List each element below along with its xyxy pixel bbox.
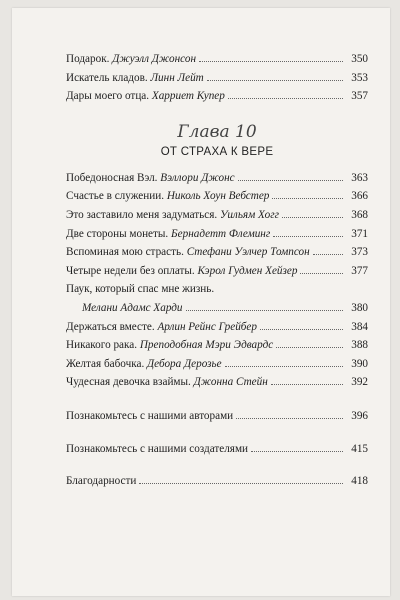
entry-author: Харриет Купер xyxy=(151,90,225,103)
entry-title: Желтая бабочка. xyxy=(66,357,145,370)
dot-leader xyxy=(271,383,343,385)
entry-author: Мелани Адамс Харди xyxy=(82,301,183,314)
dot-leader xyxy=(199,60,343,62)
entry-title: Вспоминая мою страсть. xyxy=(66,246,184,259)
entry-author: Джонна Стейн xyxy=(193,376,268,389)
entry-author: Уильям Хогг xyxy=(219,208,279,221)
chapter-title: ОТ СТРАХА К ВЕРЕ xyxy=(160,145,274,158)
dot-leader xyxy=(260,328,343,330)
entry-title: Держаться вместе. xyxy=(66,320,155,333)
toc-entry xyxy=(66,355,368,374)
entry-author: Арлин Рейнс Грейбер xyxy=(157,320,257,333)
entry-author: Линн Лейт xyxy=(150,71,204,84)
table-of-contents xyxy=(66,50,368,491)
entry-page-number: 363 xyxy=(351,171,368,184)
entry-page-number: 368 xyxy=(351,208,368,221)
dot-leader xyxy=(282,216,343,218)
chapter-heading: Глава 10 xyxy=(177,121,257,142)
entry-page-number: 373 xyxy=(351,246,368,259)
dot-leader xyxy=(313,253,343,255)
dot-leader xyxy=(186,309,343,311)
dot-leader xyxy=(207,79,343,81)
toc-entry xyxy=(66,243,368,262)
toc-entry xyxy=(66,225,368,244)
entry-page-number: 392 xyxy=(351,376,368,389)
entry-author: Джуэлл Джонсон xyxy=(112,53,197,65)
entry-title: Подарок. xyxy=(66,53,110,65)
entry-page-number: 377 xyxy=(351,264,368,277)
entry-title: Паук, который спас мне жизнь. xyxy=(66,283,215,296)
entry-author: Стефани Уэлчер Томпсон xyxy=(186,246,310,259)
toc-entry xyxy=(66,69,368,88)
entry-page-number: 390 xyxy=(351,357,368,370)
dot-leader xyxy=(251,450,343,452)
entry-title: Четыре недели без оплаты. xyxy=(66,264,195,277)
toc-entry xyxy=(66,440,368,459)
entry-page-number: 396 xyxy=(351,409,368,422)
toc-entry xyxy=(66,318,368,337)
entry-page-number: 353 xyxy=(351,71,368,84)
dot-leader xyxy=(238,179,343,181)
entry-page-number: 418 xyxy=(351,475,368,488)
dot-leader xyxy=(273,235,343,237)
toc-entry xyxy=(66,87,368,106)
entry-author: Бернадетт Флеминг xyxy=(171,227,271,240)
dot-leader xyxy=(236,417,343,419)
toc-entry xyxy=(66,169,368,188)
entry-page-number: 384 xyxy=(351,320,368,333)
entry-author: Николь Хоун Вебстер xyxy=(166,190,270,203)
dot-leader xyxy=(276,346,343,348)
entry-title: Чудесная девочка взаймы. xyxy=(66,376,191,389)
toc-entry xyxy=(66,407,368,426)
entry-title: Благодарности xyxy=(66,475,137,488)
entry-title: Познакомьтесь с нашими создателями xyxy=(66,442,249,455)
entry-title: Искатель кладов. xyxy=(66,71,148,84)
toc-entry xyxy=(66,472,368,491)
toc-entry xyxy=(66,206,368,225)
entry-page-number: 357 xyxy=(351,90,368,103)
entry-author: Кэрол Гудмен Хейзер xyxy=(197,264,298,277)
entry-title: Познакомьтесь с нашими авторами xyxy=(66,409,234,422)
entry-page-number: 366 xyxy=(351,190,368,203)
entry-title: Победоносная Вэл. xyxy=(66,171,158,184)
toc-entry xyxy=(66,280,368,317)
dot-leader xyxy=(139,482,343,484)
entry-author: Вэллори Джонс xyxy=(160,171,235,184)
entry-title: Счастье в служении. xyxy=(66,190,165,203)
book-page xyxy=(12,8,390,596)
dot-leader xyxy=(225,365,343,367)
entry-page-number: 380 xyxy=(351,301,368,314)
entry-page-number: 415 xyxy=(351,442,368,455)
entry-title: Это заставило меня задуматься. xyxy=(66,208,218,221)
entry-page-number: 371 xyxy=(351,227,368,240)
entry-page-number: 350 xyxy=(351,53,368,65)
entry-page-number: 388 xyxy=(351,339,368,352)
toc-entry xyxy=(66,262,368,281)
dot-leader xyxy=(228,97,343,99)
dot-leader xyxy=(300,272,343,274)
entry-title: Никакого рака. xyxy=(66,339,138,352)
toc-entry xyxy=(66,373,368,392)
toc-entry xyxy=(66,50,368,69)
toc-entry xyxy=(66,336,368,355)
toc-entry xyxy=(66,187,368,206)
dot-leader xyxy=(272,197,343,199)
entry-author: Дебора Дерозье xyxy=(147,357,222,370)
entry-title: Две стороны монеты. xyxy=(66,227,169,240)
entry-author: Преподобная Мэри Эдвардс xyxy=(139,339,274,352)
entry-title: Дары моего отца. xyxy=(66,90,150,103)
